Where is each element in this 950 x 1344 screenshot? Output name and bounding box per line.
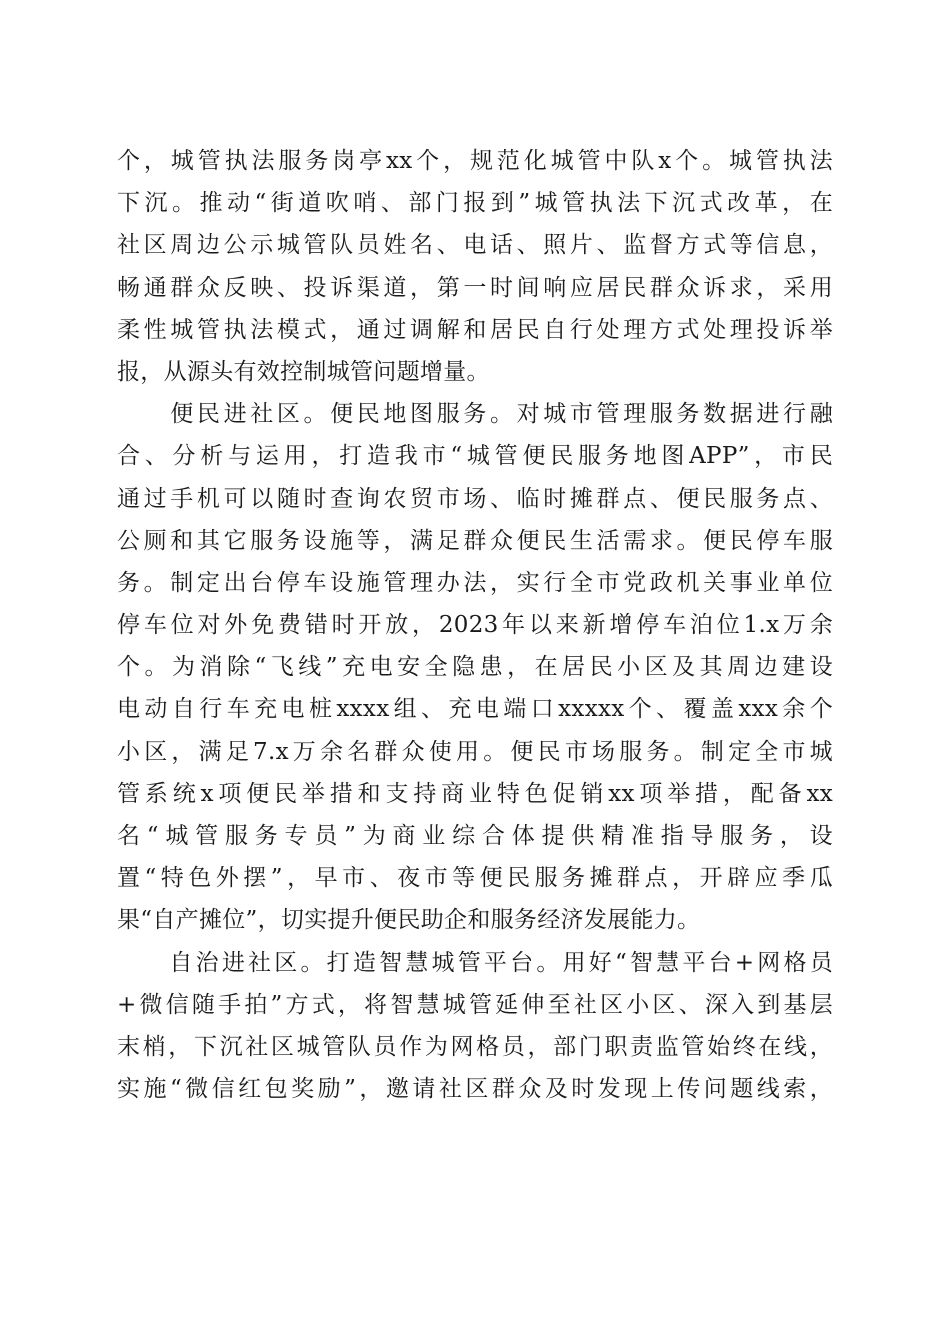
text-line: 便民进社区。便民地图服务。对城市管理服务数据进行融 — [117, 401, 833, 428]
text-line: 公厕和其它服务设施等，满足群众便民生活需求。便民停车服 — [117, 527, 833, 554]
text-line: 置“特色外摆”，早市、夜市等便民服务摊群点，开辟应季瓜 — [117, 865, 833, 892]
text-line: 社区周边公示城管队员姓名、电话、照片、监督方式等信息， — [117, 232, 833, 259]
text-line: 柔性城管执法模式，通过调解和居民自行处理方式处理投诉举 — [117, 316, 833, 343]
text-line: 个。为消除“飞线”充电安全隐患，在居民小区及其周边建设 — [117, 654, 833, 681]
text-line: 管系统x项便民举措和支持商业特色促销xx项举措，配备xx — [117, 780, 833, 807]
text-line: 畅通群众反映、投诉渠道，第一时间响应居民群众诉求，采用 — [117, 274, 833, 301]
text-line: 实施“微信红包奖励”，邀请社区群众及时发现上传问题线索， — [117, 1076, 833, 1103]
text-line: 通过手机可以随时查询农贸市场、临时摊群点、便民服务点、 — [117, 485, 833, 512]
text-line: 下沉。推动“街道吹哨、部门报到”城管执法下沉式改革，在 — [117, 190, 833, 217]
text-line: 末梢，下沉社区城管队员作为网格员，部门职责监管始终在线， — [117, 1033, 833, 1060]
text-line: 个，城管执法服务岗亭xx个，规范化城管中队x个。城管执法 — [117, 148, 833, 174]
text-line: 自治进社区。打造智慧城管平台。用好“智慧平台+网格员 — [117, 949, 833, 976]
text-line: 电动自行车充电桩xxxx组、充电端口xxxxx个、覆盖xxx余个 — [117, 696, 833, 723]
document-body — [117, 140, 833, 1110]
text-line: 务。制定出台停车设施管理办法，实行全市党政机关事业单位 — [117, 569, 833, 596]
text-line: 名“城管服务专员”为商业综合体提供精准指导服务，设 — [117, 823, 833, 849]
text-line: 停车位对外免费错时开放，2023年以来新增停车泊位1.x万余 — [117, 612, 833, 639]
paragraph-3 — [117, 942, 833, 1111]
paragraph-2 — [117, 393, 833, 941]
text-line: +微信随手拍”方式，将智慧城管延伸至社区小区、深入到基层 — [117, 991, 833, 1018]
text-line: 果“自产摊位”，切实提升便民助企和服务经济发展能力。 — [117, 907, 701, 934]
text-line: 报，从源头有效控制城管问题增量。 — [117, 358, 490, 385]
text-line: 合、分析与运用，打造我市“城管便民服务地图APP”，市民 — [117, 443, 833, 470]
paragraph-1 — [117, 140, 833, 393]
text-line: 小区，满足7.x万余名群众使用。便民市场服务。制定全市城 — [117, 738, 833, 765]
